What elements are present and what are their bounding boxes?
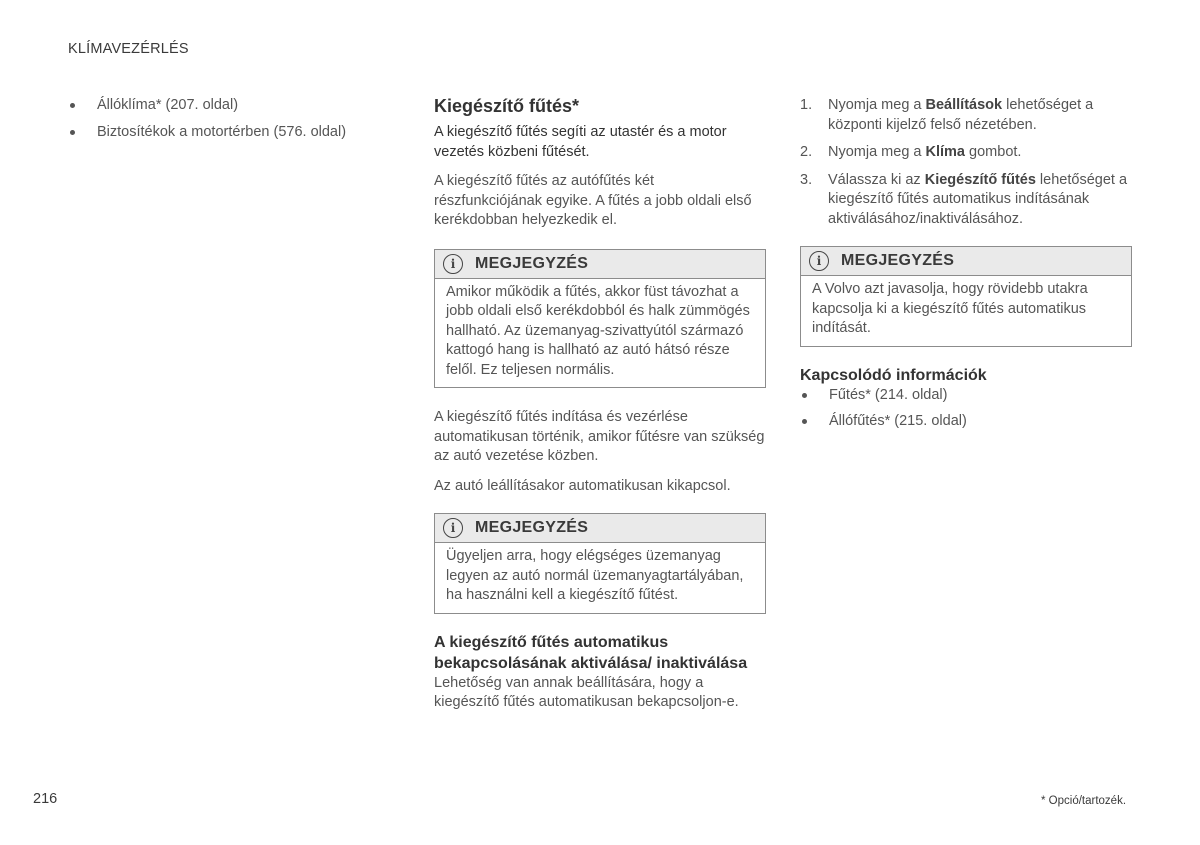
page-number: 216 — [33, 791, 58, 807]
paragraph-intro: A kiegészítő fűtés az autófűtés két részfunkciójának egyike. A fűtés a jobb oldali első kerékdobban helyezkedik el. — [434, 173, 752, 228]
paragraph-start: A kiegészítő fűtés indítása és vezérlése automatikusan történik, amikor fűtésre van szükség az autó vezetése közben. — [434, 409, 765, 464]
note-title: MEGJEGYZÉS — [841, 252, 955, 270]
step-text: lehetőséget a kiegészítő fűtés automatikus indításának aktiválásához/inaktiválásához. — [828, 171, 1128, 227]
step-text: lehetőséget a központi kijelző felső nézetében. — [828, 97, 1094, 133]
ui-term-beallitasok: Beállítások — [925, 97, 1003, 113]
step-number: 2. — [800, 144, 813, 160]
step-text: Nyomja meg a — [828, 97, 926, 113]
related-link-alloklima[interactable]: Állóklíma* (207. oldal) — [68, 96, 388, 116]
step-number: 1. — [800, 97, 813, 113]
related-link-biztositekok[interactable]: Biztosítékok a motortérben (576. oldal) — [68, 123, 388, 143]
step-item — [800, 143, 1132, 163]
note-text: Amikor működik a fűtés, akkor füst távozhat a jobb oldali első kerékdobból és halk zümmögés hallható. Az üzemanyag-szivattyútól származó kattogó hang is hallható az autó hátsó része felől. Ez teljesen normális. — [446, 283, 750, 378]
ui-term-klima: Klíma — [925, 144, 966, 160]
info-circle-icon: i — [443, 518, 463, 538]
note-box-recommendation — [800, 246, 1132, 347]
note-text: Ügyeljen arra, hogy elégséges üzemanyag legyen az autó normál üzemanyagtartályában, ha használni kell a kiegészítő fűtést. — [446, 548, 744, 603]
note-title: MEGJEGYZÉS — [475, 254, 589, 272]
related-link-allofutes[interactable]: Állófűtés* (215. oldal) — [800, 412, 1132, 432]
paragraph-stop: Az autó leállításakor automatikusan kikapcsol. — [434, 477, 731, 494]
info-circle-icon: i — [809, 251, 829, 271]
step-text: gombot. — [965, 144, 1022, 160]
note-box-fuel — [434, 513, 766, 614]
related-info-list — [800, 386, 1132, 432]
section-lead: A kiegészítő fűtés segíti az utastér és a motor vezetés közbeni fűtését. — [434, 124, 727, 160]
step-number: 3. — [800, 171, 813, 188]
step-item — [800, 171, 1132, 230]
middle-column — [434, 95, 766, 723]
note-header — [435, 250, 765, 279]
steps-list — [800, 96, 1132, 229]
step-text: Nyomja meg a — [828, 144, 926, 160]
chapter-header: KLÍMAVEZÉRLÉS — [68, 41, 189, 57]
ui-term-kiegeszito-futes: Kiegészítő fűtés — [924, 171, 1036, 188]
note-box-smoke — [434, 249, 766, 389]
step-text: Válassza ki az — [828, 171, 925, 188]
note-title: MEGJEGYZÉS — [475, 519, 589, 537]
note-text: A Volvo azt javasolja, hogy rövidebb utakra kapcsolja ki a kiegészítő fűtés automatikus indítását. — [812, 281, 1088, 336]
note-header — [435, 514, 765, 543]
note-header — [801, 247, 1131, 276]
section-title: Kiegészítő fűtés* — [434, 96, 580, 116]
left-column — [68, 96, 388, 149]
footnote: * Opció/tartozék. — [1041, 795, 1127, 807]
related-link-futes[interactable]: Fűtés* (214. oldal) — [800, 386, 1132, 406]
subheading-auto-start: A kiegészítő fűtés automatikus bekapcsolásának aktiválása/ inaktiválása — [434, 633, 748, 672]
related-links-list — [68, 96, 388, 142]
right-column — [800, 96, 1132, 439]
paragraph-auto-start: Lehetőség van annak beállítására, hogy a kiegészítő fűtés automatikusan bekapcsoljon-e. — [434, 674, 739, 710]
step-item — [800, 96, 1132, 135]
info-circle-icon: i — [443, 254, 463, 274]
related-info-title: Kapcsolódó információk — [800, 366, 987, 384]
